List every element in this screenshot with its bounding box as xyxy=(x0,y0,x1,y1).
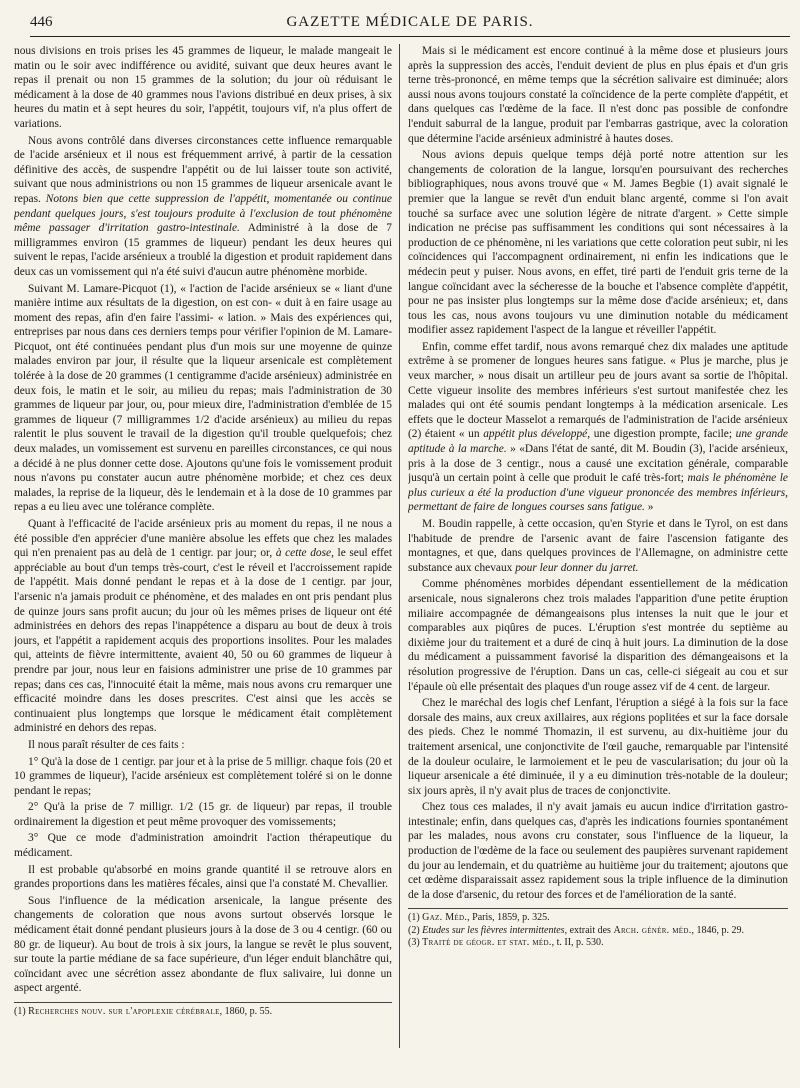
paragraph: Comme phénomènes morbides dépendant essentiellement de la médication arsenicale, nous signalerons chez trois malades l'apparition d'une petite éruption miliaire accompagnée de démangeaisons plus intenses la nuit que le jour et comparables aux piqûres de puces. L'éruption s'est montrée du septième au dixième jour du traitement et a duré de cinq à huit jours. La diminution de la dose du médicament a puissamment favorisé la disparition des démangeaisons et la résolution progressive de l'éruption. Dans un cas, celle-ci siégeait au cou et sur l'épaule où elle présentait des plaques d'un rouge assez vif de 4 cent. de largeur. xyxy=(408,578,788,693)
paragraph: Sous l'influence de la médication arsenicale, la langue présente des changements de coloration que nous avons surtout observés lorsque le médicament était donné pendant plusieurs jours à la dose de 3 ou 4 centigr. (60 ou 80 gr. de liqueur). Au bout de trois à six jours, la langue se revêt le plus souvent, sur toute la partie médiane de sa face supérieure, d'un léger enduit blanchâtre qui, coïncidant avec une sécrétion assez abondante de flux salivaire, lui donne un aspect argenté. xyxy=(14,894,392,995)
footnote-source: Recherches nouv. sur l'apoplexie cérébrale xyxy=(28,1006,220,1017)
paragraph: Nous avions depuis quelque temps déjà porté notre attention sur les changements de coloration de la langue, lorsqu'en poursuivant des recherches bibliographiques, nous avons trouvé que « M. James Begbie (1) avait signalé le premier que la langue se revêt d'un enduit blanc argenté, comme si l'on avait touché sa surface avec une solution légère de nitrate d'argent. » Cette simple indication ne précise pas suffisamment les conditions qui sont nécessaires à la production de ce phénomène, ni les variations que cette coloration peut subir, ni les coïncidences qui l'accompagnent ordinairement, ni enfin les indications que le médecin peut y puiser. Nous avons, en effet, tiré parti de l'enduit gris terne de la langue coïncidant avec la sécheresse de la bouche et l'absence complète d'appétit, pour ne pas insister plus longtemps sur la même dose d'acide arsénieux; et, dans tous les cas, nous avons toujours vu une diminution notable du médicament modifier assez rapidement l'aspect de la langue et réveiller l'appétit. xyxy=(408,149,788,337)
italic-run: mais le phénomène le plus curieux a été la production d'une vigueur prononcée des membres inférieurs, permettant de faire de longues courses sans fatigue. xyxy=(408,472,788,514)
text-run: le seul effet appréciable au bout d'un temps très-court, c'est le réveil et l'accroissement rapide de l'appétit. Mais donné pendant le repas et à la dose de 1 centigr. par jour, l'arsenic n'a jamais produit ce phénomène, et des malades en ont pris pendant plus de quinze jours sans profit aucun; du jour où les mêmes prises de liqueur ont été administrées en dehors des repas l'inappétence a disparu au bout de deux à trois jours, et l'appétit a rapidement acquis des proportions insolites. Pour les malades qui, atteints de fièvre intermittente, avaient 40, 50 ou 60 grammes de liqueur à prendre par jour, nous leur en faisions administrer une prise de 10 grammes par repas; dans ces cas, l'innocuité était la même, mais nous avons cru remarquer une efficacité moindre dans les doses prescrites. C'est ainsi que les accès se continuaient plus longtemps que lorsque le médicament était complètement administré en dehors des repas. xyxy=(14,547,392,735)
italic-run: pour leur donner du jarret. xyxy=(515,561,639,574)
paragraph: 3° Que ce mode d'administration amoindrit l'action thérapeutique du médicament. xyxy=(14,832,392,860)
left-column xyxy=(14,44,392,1080)
paragraph: 1° Qu'à la dose de 1 centigr. par jour et à la prise de 5 milligr. chaque fois (20 et 10 grammes de liqueur), l'acide arsénieux est complètement toléré si on le donne pendant le repas; xyxy=(14,755,392,797)
page-header xyxy=(30,14,790,37)
italic-run: à cette dose, xyxy=(275,547,334,560)
footnote-number: (1) xyxy=(14,1006,26,1017)
paragraph: Il est probable qu'absorbé en moins grande quantité il se retrouve alors en grandes proportions dans les matières fécales, ainsi que l'a constaté M. Chevallier. xyxy=(14,863,392,891)
paragraph xyxy=(408,340,788,515)
footnote-source: Traité de géogr. et stat. méd. xyxy=(422,937,552,949)
text-run: Enfin, comme effet tardif, nous avons remarqué chez dix malades une aptitude extrême à se promener de longues heures sans fatigue. « Plus je marche, plus je veux marcher, » nous disait un artilleur peu de jours avant sa sortie de l'hôpital. Cette vigueur insolite des membres inférieurs s'est surtout manifestée chez les malades qui ont été soumis pendant longtemps à la médication arsenicale. Les effets que le docteur Masselot a remarqués de l'administration de l'acide arsénieux (2) étaient « un xyxy=(408,340,788,441)
column-divider xyxy=(399,44,400,1048)
footnote-text: , t. II, p. 530. xyxy=(551,937,604,949)
paragraph: Chez tous ces malades, il n'y avait jamais eu aucun indice d'irritation gastro-intestinale; enfin, dans quelques cas, d'après les indications fournies spontanément par les malades, nous avons cru constater, sous l'influence de la liqueur, la production de l'œdème de la face ou seulement des paupières survenant rapidement du jour au lendemain, et du quatrième au huitième jour du traitement; ajoutons que cet œdème disparaissait assez rapidement sous la triple influence de la diminution de la dose d'arsenic, du retour des forces et de l'amélioration de la santé. xyxy=(408,801,788,901)
footnote-rule xyxy=(14,1002,392,1003)
text-run: Quant à l'efficacité de l'acide arsénieux pris au moment du repas, il ne nous a été possible d'en apprécier d'une manière absolue les effets que chez les malades qui n'en prenaient pas au delà de 1 centigr. par jour; or, xyxy=(14,518,392,560)
footnote-text: , 1860, p. 55. xyxy=(219,1006,273,1017)
paragraph: Il nous paraît résulter de ces faits : xyxy=(28,738,185,751)
footnote-text: , extrait des xyxy=(564,924,611,936)
paragraph xyxy=(408,517,788,575)
italic-run: appétit plus développé xyxy=(483,428,588,441)
paragraph xyxy=(14,134,392,280)
footnote-number: (2) xyxy=(408,924,420,936)
footnote-text: , Paris, 1859, p. 325. xyxy=(467,912,550,924)
text-run: Administré à la dose de 7 milligrammes environ (15 grammes de liqueur) pendant les deux heures qui suivent le repas, l'acide arsénieux a troublé la digestion et produit rapidement dans deux cas un vomissement qui n'a été suivi d'aucun autre phénomène morbide. xyxy=(14,222,392,278)
footnote-title: Etudes sur les fièvres intermittentes xyxy=(422,924,565,936)
text-run: » «Dans l'état de santé, dit M. Boudin (3), l'acide arsénieux, pris à la dose de 3 centigr., nous a causé une excitation générale, comparable jusqu'à un certain point à celle que produit le café très-fort; xyxy=(408,443,788,485)
italic-run: Notons bien que cette suppression de l'appétit, momentanée ou continue pendant quelques jours, s'est toujours produite à l'exclusion de tout phénomène même passager d'irritation gastro-intestinale. xyxy=(14,192,392,235)
italic-run: une grande aptitude à la marche. xyxy=(408,428,788,456)
page-number: 446 xyxy=(30,14,53,30)
paragraph: Chez le maréchal des logis chef Lenfant, l'éruption a siégé à la fois sur la face dorsale des mains, aux creux axillaires, aux régions poplitées et sur la face dorsale des pieds. Chez le nommé Thomazin, il est survenu, au dix-huitième jour du traitement arsenical, une conjonctivite de l'œil gauche, remarquable par l'intensité de la douleur oculaire, le larmoiement et le peu de vascularisation; du jour où la liqueur arsenicale a été diminuée, il y a eu diminution très-notable de la douleur; six jours après, il n'y avait plus de traces de conjonctivite. xyxy=(408,697,788,797)
footnote xyxy=(408,912,788,925)
paragraph: Mais si le médicament est encore continué à la même dose et plusieurs jours après la suppression des accès, l'enduit devient de plus en plus épais et d'un gris terne très-prononcé, en même temps que la sécrétion salivaire est diminuée; alors aussi nous avons toujours constaté la coïncidence de la perte complète d'appétit, et dans quelques cas l'œdème de la face. Il n'est donc pas possible de confondre l'enduit saburral de la langue, produit par l'embarras gastrique, avec la coloration que détermine l'acide arsénieux administré à hautes doses. xyxy=(408,45,788,145)
footnote xyxy=(408,937,788,950)
running-title: GAZETTE MÉDICALE DE PARIS. xyxy=(286,14,534,30)
footnote-number: (1) xyxy=(408,912,420,924)
text-run: M. Boudin rappelle, à cette occasion, qu'en Styrie et dans le Tyrol, on est dans l'habitude de prendre de l'arsenic avant de faire l'ascension fatigante des montagnes, et que, dans quelques provinces de l'Allemagne, on administre cette substance aux chevaux xyxy=(408,518,788,574)
footnote xyxy=(14,1006,392,1019)
text-run: » xyxy=(647,501,654,514)
footnote-source: Arch. génér. méd. xyxy=(613,924,692,936)
paragraph: nous divisions en trois prises les 45 grammes de liqueur, le malade mangeait le matin ou le soir avec indifférence ou avidité, suivant que deux heures avant le repas il prenait ou non 15 grammes de la solution; du jour où réduisant le médicament à la dose de 40 grammes nous l'avions distribué en deux prises, à six heures du matin et à sept heures du soir, l'appétit, toujours vif, n'a plus offert de variations. xyxy=(14,45,392,130)
paragraph xyxy=(14,517,392,736)
text-run: Nous avons contrôlé dans diverses circonstances cette influence remarquable de l'acide arsénieux et il nous est fréquemment arrivé, à partir de la cessation définitive des accès, de suspendre l'appétit ou de lui laisser toute son activité, suivant que nous administrions ou non 15 grammes de liqueur arsenicale avant le repas. xyxy=(14,134,392,205)
right-column xyxy=(408,44,788,1080)
footnote-number: (3) xyxy=(408,937,420,949)
paragraph: Suivant M. Lamare-Picquot (1), « l'action de l'acide arsénieux se « liant d'une manière intime aux résultats de la digestion, on est con- « duit à en faire usage au moment des repas, afin d'en faire l'assimi- « lation. » Mais des expériences qui, entreprises par nous dans ces derniers temps pour vérifier l'opinion de M. Lamare-Picquot, ont été continuées pendant plus d'un mois sur une moyenne de quinze malades environ par jour, il résulte que la liqueur arsenicale est complètement tolérée à la dose de 20 grammes (1 centigramme d'acide arsénieux) administrée en deux fois, le matin et le soir, au milieu du repas; mais l'administration de 30 grammes de liqueur par jour, ou, pour mieux dire, l'administration d'emblée de 15 grammes de liqueur (7 milligrammes 1/2 d'acide arsénieux) au milieu du repas ralentit le plus souvent le travail de la digestion qu'il trouble quelquefois; chez deux malades, un vomissement est survenu en pareilles circonstances, ce qui nous a décidé à ne plus donner cette dose. Ajoutons qu'une fois le vomissement produit nous n'avons pu constater aucun autre phénomène morbide; et chez ces deux malades, la reprise de la liqueur, dès le lendemain et à la dose de 10 grammes par repas a eu lieu avec une tolérance complète. xyxy=(14,282,392,514)
paragraph: 2° Qu'à la prise de 7 milligr. 1/2 (15 gr. de liqueur) par repas, il trouble ordinairement la digestion et peut même provoquer des vomissements; xyxy=(14,801,392,828)
footnote-rule xyxy=(408,908,788,909)
footnote-text: , 1846, p. 29. xyxy=(691,924,745,936)
footnote xyxy=(408,925,788,938)
footnote-source: Gaz. Méd. xyxy=(422,912,468,924)
text-run: , une digestion prompte, facile; xyxy=(587,428,733,441)
